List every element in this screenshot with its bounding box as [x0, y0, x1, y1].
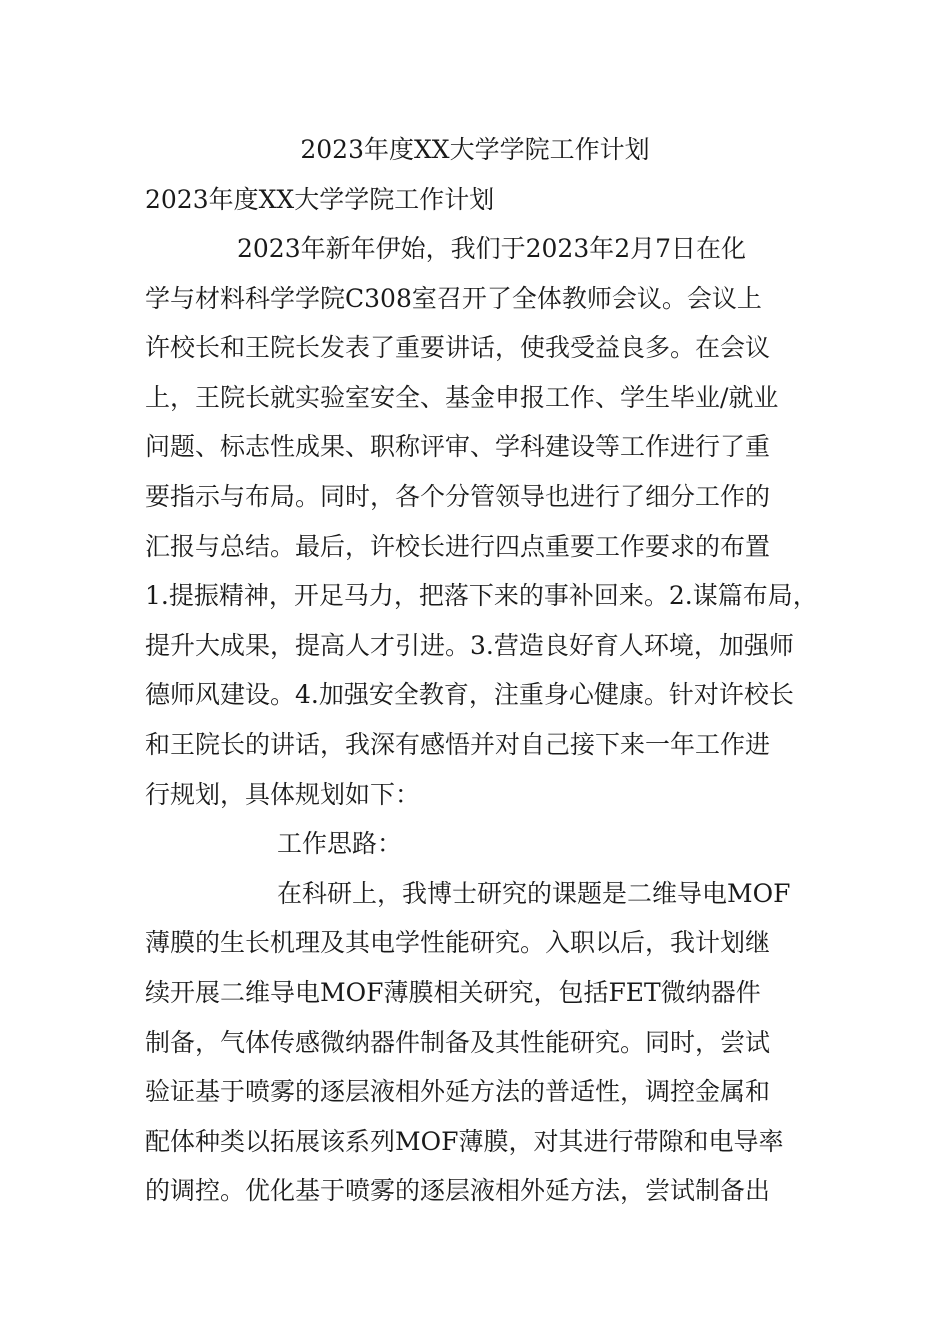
text-line: 学与材料科学学院C308室召开了全体教师会议。会议上 [145, 283, 762, 313]
text-line: 薄膜的生长机理及其电学性能研究。入职以后，我计划继 [145, 928, 771, 958]
paragraph-meeting [145, 229, 818, 824]
text-line: 续开展二维导电MOF薄膜相关研究，包括FET微纳器件 [145, 977, 761, 1007]
text-line: 要指示与布局。同时，各个分管领导也进行了细分工作的 [145, 481, 771, 511]
text-line: 2023年新年伊始，我们于2023年2月7日在化 [237, 234, 747, 263]
text-line: 德师风建设。4.加强安全教育，注重身心健康。针对许校长 [145, 680, 794, 710]
text-line: 和王院长的讲话，我深有感悟并对自己接下来一年工作进 [145, 729, 771, 759]
text-line: 在科研上，我博士研究的课题是二维导电MOF [277, 878, 791, 908]
document-body [145, 229, 818, 1221]
section-heading: 工作思路： [277, 829, 403, 859]
text-line: 上，王院长就实验室安全、基金申报工作、学生毕业/就业 [145, 382, 779, 412]
text-line: 制备，气体传感微纳器件制备及其性能研究。同时，尝试 [145, 1027, 771, 1057]
text-line: 行规划，具体规划如下： [145, 779, 421, 809]
text-line: 的调控。优化基于喷雾的逐层液相外延方法，尝试制备出 [145, 1176, 771, 1206]
text-line: 问题、标志性成果、职称评审、学科建设等工作进行了重 [145, 432, 771, 462]
text-line: 提升大成果，提高人才引进。3.营造良好育人环境，加强师 [145, 630, 794, 660]
text-line: 汇报与总结。最后，许校长进行四点重要工作要求的布置 [145, 531, 771, 561]
text-line: 验证基于喷雾的逐层液相外延方法的普适性，调控金属和 [145, 1077, 771, 1107]
text-line: 许校长和王院长发表了重要讲话，使我受益良多。在会议 [145, 333, 771, 363]
document-subtitle: 2023年度XX大学学院工作计划 [145, 185, 495, 214]
text-line: 1.提振精神，开足马力，把落下来的事补回来。2.谋篇布局， [145, 581, 818, 611]
document-title: 2023年度XX大学学院工作计划 [300, 135, 650, 164]
text-line: 配体种类以拓展该系列MOF薄膜，对其进行带隙和电导率 [145, 1126, 784, 1156]
paragraph-research [145, 874, 815, 1221]
